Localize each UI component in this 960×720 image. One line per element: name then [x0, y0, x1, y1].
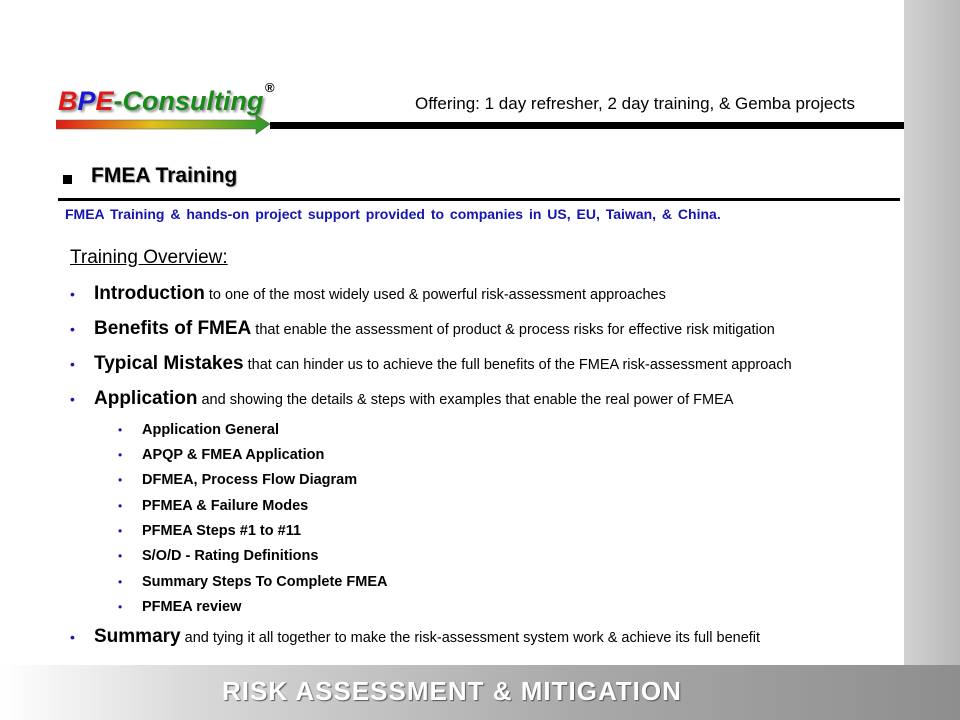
bullet-dot: • — [70, 629, 75, 645]
logo-consulting: -Consulting — [113, 86, 264, 116]
sub-item-text: PFMEA review — [142, 599, 242, 615]
bullet-dot: • — [118, 600, 123, 614]
logo-arrow-rule — [56, 114, 904, 138]
logo-letter-p: P — [77, 86, 96, 116]
sub-item-text: APQP & FMEA Application — [142, 447, 325, 463]
section-divider — [58, 198, 900, 201]
bullet-dot: • — [118, 448, 123, 462]
overview-item-lead — [94, 388, 733, 410]
logo-arrow-shape — [56, 115, 270, 134]
rest-text: to one of the most widely used & powerful risk-assessment approaches — [204, 287, 666, 303]
bullet-dot: • — [118, 524, 123, 538]
rest-text: that enable the assessment of product & process risks for effective risk mitigation — [251, 322, 775, 338]
right-gray-bar — [904, 0, 960, 665]
bullet-dot: • — [70, 356, 75, 372]
sub-item-text: Summary Steps To Complete FMEA — [142, 574, 388, 590]
rest-text: and showing the details & steps with examples that enable the real power of FMEA — [197, 392, 734, 408]
bullet-dot: • — [118, 423, 123, 437]
sub-item-text: S/O/D - Rating Definitions — [142, 548, 319, 564]
offering-text: Offering: 1 day refresher, 2 day training, & Gemba projects — [415, 94, 856, 113]
bullet-dot: • — [70, 321, 75, 337]
section-tagline: FMEA Training & hands-on project support provided to companies in US, EU, Taiwan, & China. — [65, 206, 721, 222]
overview-item-lead — [94, 353, 792, 375]
bullet-dot: • — [118, 575, 123, 589]
lead-text: Benefits of FMEA — [94, 318, 252, 339]
bullet-dot: • — [118, 549, 123, 563]
overview-item-lead — [94, 626, 760, 648]
lead-text: Introduction — [94, 283, 205, 304]
lead-text: Summary — [94, 626, 181, 647]
overview-item-lead — [94, 318, 775, 340]
sub-item-text: PFMEA & Failure Modes — [142, 498, 309, 514]
logo-letter-e: E — [95, 86, 114, 116]
section-bullet-square — [63, 175, 72, 184]
logo-letter-b: B — [58, 86, 78, 116]
sub-item-text: DFMEA, Process Flow Diagram — [142, 472, 358, 488]
registered-mark: ® — [265, 80, 275, 95]
bullet-dot: • — [118, 473, 123, 487]
bullet-dot: • — [70, 286, 75, 302]
bullet-dot: • — [70, 391, 75, 407]
rest-text: and tying it all together to make the risk-assessment system work & achieve its full benefit — [180, 630, 761, 646]
lead-text: Typical Mistakes — [94, 353, 244, 374]
rest-text: that can hinder us to achieve the full benefits of the FMEA risk-assessment approach — [243, 357, 792, 373]
bullet-dot: • — [118, 499, 123, 513]
training-overview-heading: Training Overview: — [70, 247, 228, 268]
footer-title: RISK ASSESSMENT & MITIGATION — [222, 676, 682, 706]
overview-item-lead — [94, 283, 666, 305]
sub-item-text: Application General — [142, 422, 279, 438]
section-title: FMEA Training — [91, 164, 238, 187]
header-rule — [270, 122, 904, 129]
lead-text: Application — [94, 388, 198, 409]
sub-item-text: PFMEA Steps #1 to #11 — [142, 523, 302, 539]
